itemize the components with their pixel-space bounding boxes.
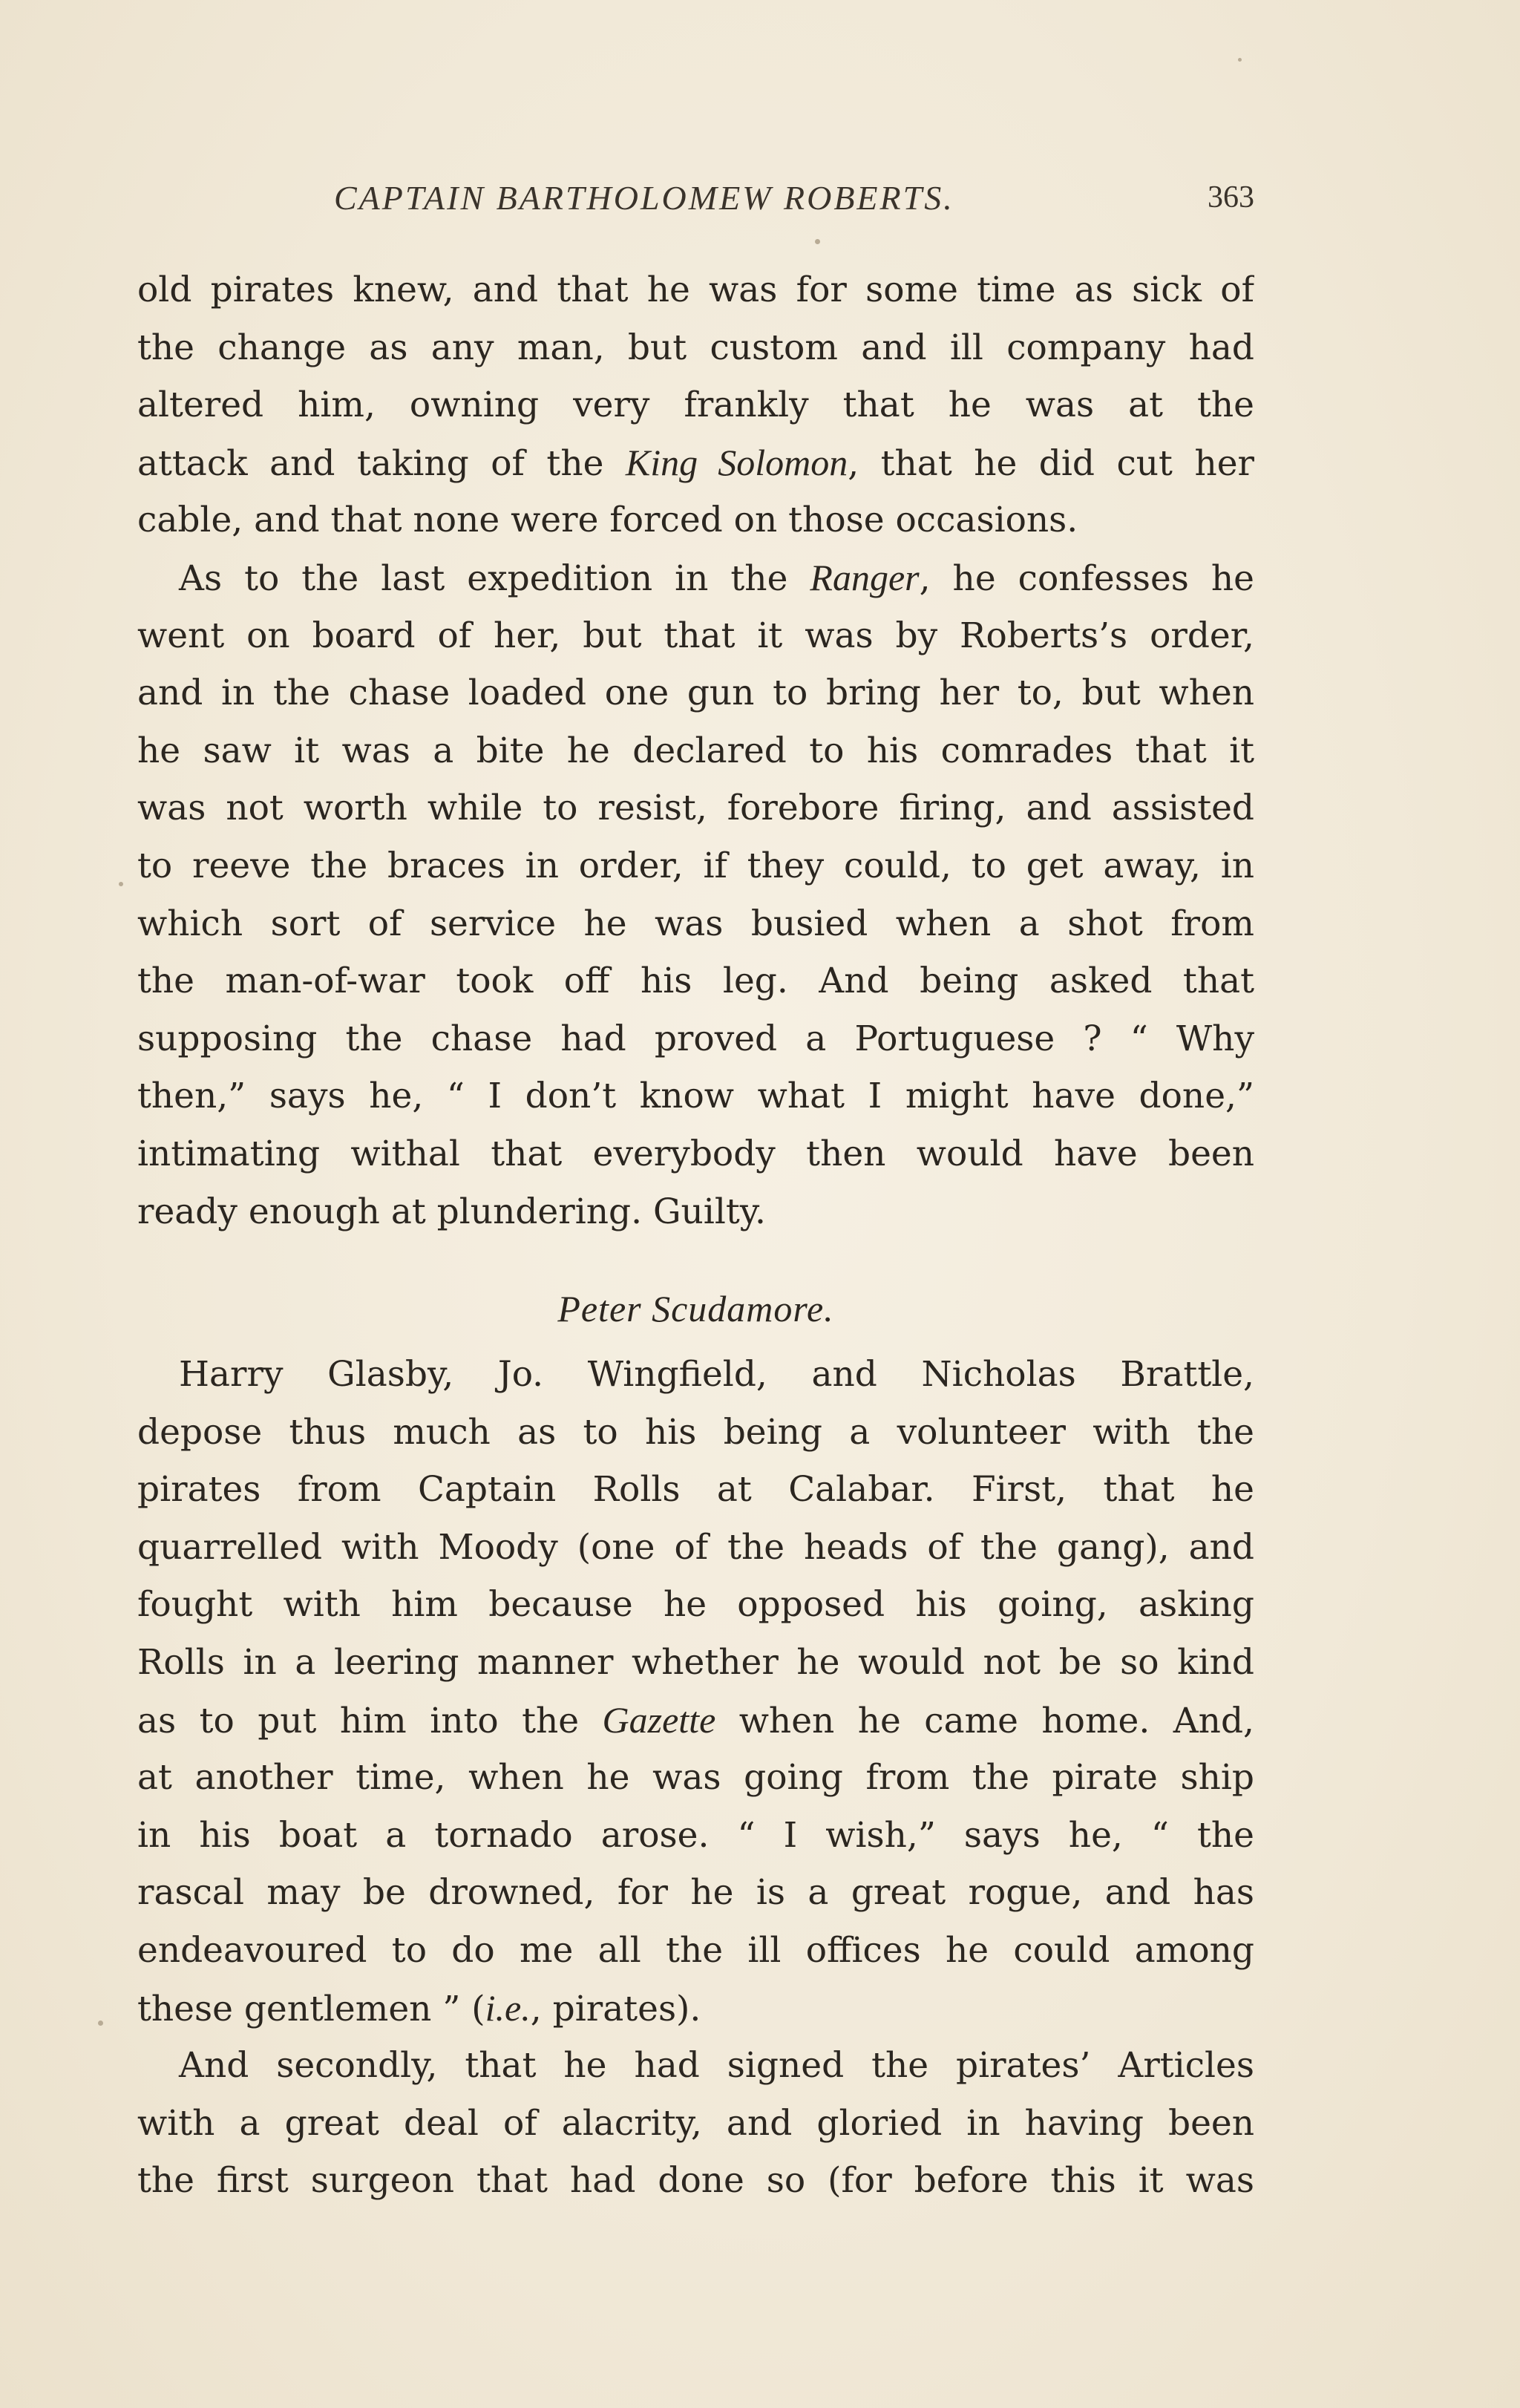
text-line: supposing the chase had proved a Portuguese ? “ Why [137,1018,1254,1059]
text-line: Rolls in a leering manner whether he would not be so kind [137,1642,1254,1684]
text-line: in his boat a tornado arose. “ I wish,” says he, “ the [137,1814,1254,1856]
text-line: quarrelled with Moody (one of the heads of the gang), and [137,1526,1254,1568]
text-line: and in the chase loaded one gun to bring her to, but when [137,673,1254,714]
paragraph-3 [137,1346,1254,2037]
text-line: And secondly, that he had signed the pirates’ Articles [179,2045,1254,2087]
page-number: 363 [1208,180,1254,215]
text-line: the change as any man, but custom and ill company had [137,327,1254,368]
text-line: ready enough at plundering. Guilty. [137,1191,766,1232]
text-line [137,434,1254,492]
text-line: to reeve the braces in order, if they could, to get away, in [137,845,1254,886]
text-line: rascal may be drowned, for he is a great rogue, and has [137,1872,1254,1914]
page-header [137,178,1254,230]
ship-name-ranger: Ranger [810,556,920,598]
text-line: the first surgeon that had done so (for before this it was [137,2160,1254,2202]
text-line: which sort of service he was busied when a shot from [137,903,1254,944]
text-run: attack and taking of the [137,442,626,484]
paper-speck [815,239,820,244]
ship-name-king-solomon: King Solomon [625,441,848,483]
text-line: altered him, owning very frankly that he was at the [137,385,1254,426]
text-run: As to the last expedition in the [179,557,810,599]
text-line: fought with him because he opposed his going, asking [137,1584,1254,1626]
text-line: at another time, when he was going from the pirate ship [137,1757,1254,1799]
text-line: with a great deal of alacrity, and gloried in having been [137,2102,1254,2144]
text-line [137,1980,1254,2038]
text-run: , pirates). [530,1988,701,2029]
text-line [137,549,1254,607]
text-line [137,1692,1254,1750]
text-line: was not worth while to resist, forebore firing, and assisted [137,788,1254,829]
paragraph-4 [137,2037,1254,2210]
text-line: pirates from Captain Rolls at Calabar. First, that he [137,1469,1254,1511]
text-run: when he came home. And, [715,1700,1254,1741]
text-line: cable, and that none were forced on those occasions. [137,500,1078,541]
text-run: these gentlemen ” ( [137,1988,485,2029]
text-run: , that he did cut her [848,442,1254,484]
body-text [137,261,1254,2210]
section-subheading: Peter Scudamore. [557,1288,834,1330]
abbreviation-ie: i.e. [485,1986,531,2029]
text-line: depose thus much as to his being a volunteer with the [137,1411,1254,1453]
gazette-title: Gazette [602,1698,716,1741]
paragraph-1 [137,261,1254,549]
text-line: endeavoured to do me all the ill offices he could among [137,1930,1254,1972]
paper-speck [119,882,123,886]
text-run: , he confesses he [919,557,1254,599]
text-line: old pirates knew, and that he was for some time as sick of [137,269,1254,310]
text-line: went on board of her, but that it was by Roberts’s order, [137,615,1254,656]
text-line: then,” says he, “ I don’t know what I might have done,” [137,1076,1254,1117]
paragraph-2 [137,549,1254,1240]
paper-speck [98,2021,103,2026]
paper-speck [1238,58,1242,62]
text-run: as to put him into the [137,1700,603,1741]
text-line: Harry Glasby, Jo. Wingfield, and Nicholas Brattle, [179,1354,1254,1396]
running-head: CAPTAIN BARTHOLOMEW ROBERTS. [334,179,954,217]
text-line: he saw it was a bite he declared to his comrades that it [137,730,1254,771]
text-line: intimating withal that everybody then would have been [137,1133,1254,1174]
text-line: the man-of-war took off his leg. And being asked that [137,961,1254,1002]
